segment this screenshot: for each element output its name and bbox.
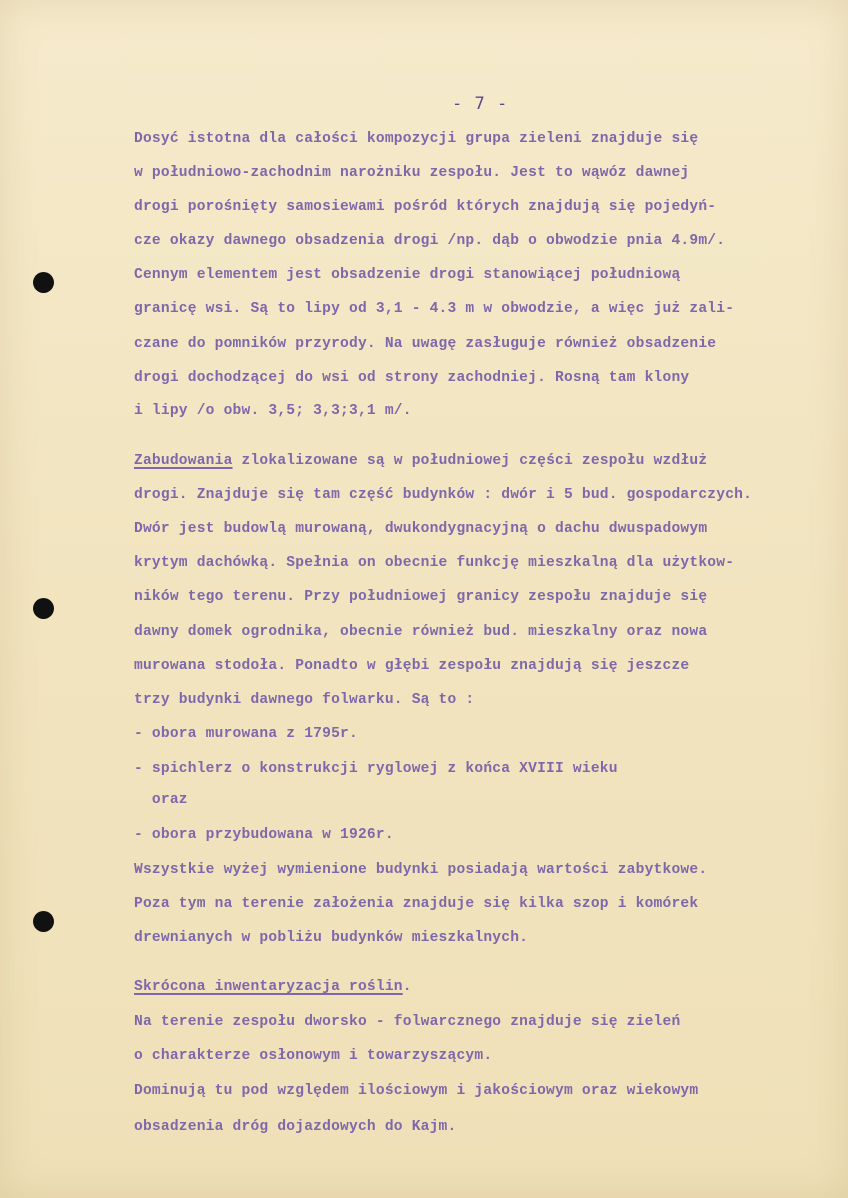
- section-heading-line: [134, 979, 412, 995]
- text-line: cze okazy dawnego obsadzenia drogi /np. dąb o obwodzie pnia 4.9m/.: [134, 233, 726, 249]
- text-line: Dosyć istotna dla całości kompozycji grupa zieleni znajduje się: [134, 131, 699, 147]
- section-heading: Skrócona inwentaryzacja roślin: [134, 979, 403, 995]
- text-line: Cennym elementem jest obsadzenie drogi stanowiącej południową: [134, 267, 681, 283]
- section-first-line: [134, 453, 707, 469]
- list-item: - spichlerz o konstrukcji ryglowej z końca XVIII wieku: [134, 761, 618, 777]
- text-line: krytym dachówką. Spełnia on obecnie funkcję mieszkalną dla użytkow-: [134, 555, 735, 571]
- page-number: - 7 -: [452, 94, 509, 114]
- text-line: Na terenie zespołu dworsko - folwarcznego znajduje się zieleń: [134, 1014, 681, 1030]
- section-heading: Zabudowania: [134, 453, 233, 469]
- text-line: drogi porośnięty samosiewami pośród których znajdują się pojedyń-: [134, 199, 717, 215]
- text-line: trzy budynki dawnego folwarku. Są to :: [134, 692, 475, 708]
- text-line: Poza tym na terenie założenia znajduje się kilka szop i komórek: [134, 896, 699, 912]
- text-line: granicę wsi. Są to lipy od 3,1 - 4.3 m w obwodzie, a więc już zali-: [134, 301, 735, 317]
- text-line: dawny domek ogrodnika, obecnie również bud. mieszkalny oraz nowa: [134, 624, 708, 640]
- text-line: czane do pomników przyrody. Na uwagę zasługuje również obsadzenie: [134, 336, 717, 352]
- list-item: - obora przybudowana w 1926r.: [134, 827, 394, 843]
- text-span: zlokalizowane są w południowej części zespołu wzdłuż: [232, 453, 708, 469]
- punch-hole: [33, 911, 54, 932]
- list-item: oraz: [134, 792, 188, 808]
- text-line: obsadzenia dróg dojazdowych do Kajm.: [134, 1119, 457, 1135]
- text-line: Dominują tu pod względem ilościowym i jakościowym oraz wiekowym: [134, 1083, 699, 1099]
- text-line: w południowo-zachodnim narożniku zespołu. Jest to wąwóz dawnej: [134, 165, 690, 181]
- text-line: drogi dochodzącej do wsi od strony zachodniej. Rosną tam klony: [134, 370, 690, 386]
- text-line: i lipy /o obw. 3,5; 3,3;3,1 m/.: [134, 403, 412, 419]
- list-item: - obora murowana z 1795r.: [134, 726, 358, 742]
- text-line: ników tego terenu. Przy południowej granicy zespołu znajduje się: [134, 589, 708, 605]
- punch-hole: [33, 598, 54, 619]
- text-line: o charakterze osłonowym i towarzyszącym.: [134, 1048, 493, 1064]
- text-line: drogi. Znajduje się tam część budynków : dwór i 5 bud. gospodarczych.: [134, 487, 753, 503]
- text-span: .: [402, 979, 412, 995]
- text-line: Dwór jest budowlą murowaną, dwukondygnacyjną o dachu dwuspadowym: [134, 521, 708, 537]
- text-line: Wszystkie wyżej wymienione budynki posiadają wartości zabytkowe.: [134, 862, 708, 878]
- punch-hole: [33, 272, 54, 293]
- text-line: murowana stodoła. Ponadto w głębi zespołu znajdują się jeszcze: [134, 658, 690, 674]
- text-line: drewnianych w pobliżu budynków mieszkalnych.: [134, 930, 529, 946]
